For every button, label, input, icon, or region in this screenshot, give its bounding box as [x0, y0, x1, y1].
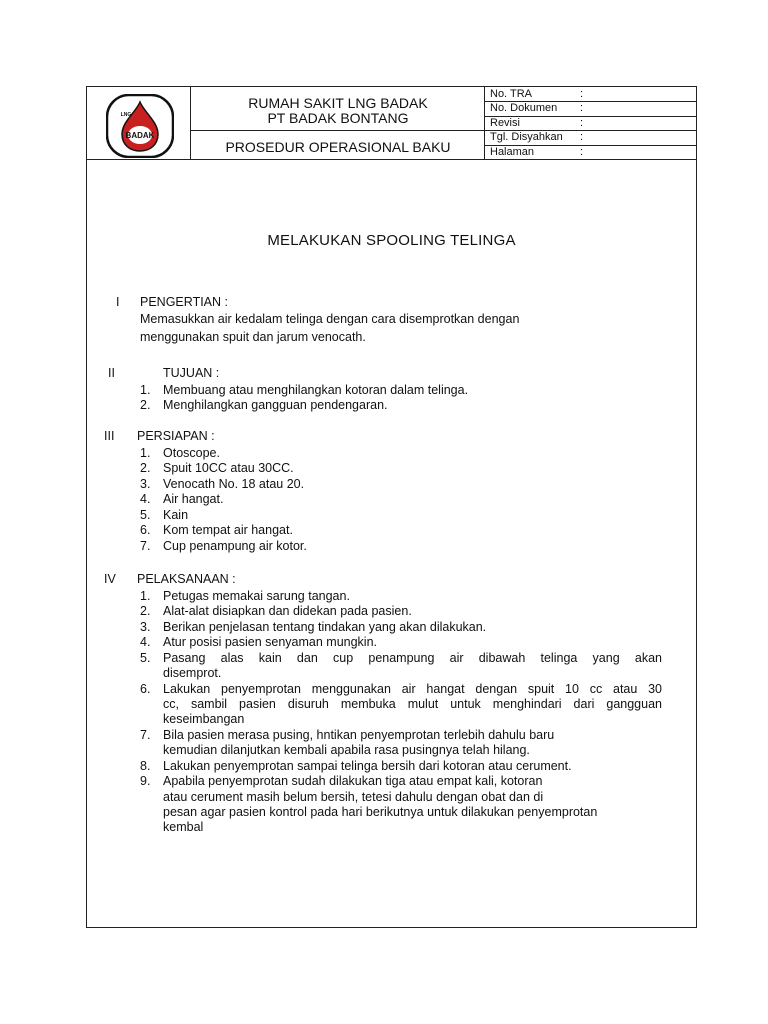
list-item-continued: cc, sambil pasien disuruh membuka mulut untuk menghindari dari gangguan: [163, 697, 662, 711]
list-item: 4. Atur posisi pasien senyaman mungkin.: [140, 635, 378, 649]
company-name: PT BADAK BONTANG: [267, 110, 409, 126]
list-item: 8. Lakukan penyemprotan sampai telinga bersih dari kotoran atau cerument.: [140, 759, 572, 773]
section-number: III: [104, 429, 115, 443]
list-item: Apabila penyemprotan sudah dilakukan tiga atau empat kali, kotoran: [163, 774, 543, 788]
meta-no-dokumen: No. Dokumen :: [490, 102, 584, 114]
section-number: IV: [104, 572, 116, 586]
company-logo: [106, 94, 174, 158]
list-item: 3. Berikan penjelasan tentang tindakan yang akan dilakukan.: [140, 620, 487, 634]
list-item: 7. Cup penampung air kotor.: [140, 539, 307, 553]
meta-no-tra: No. TRA :: [490, 88, 584, 100]
list-item: 1. Membuang atau menghilangkan kotoran dalam telinga.: [140, 383, 469, 397]
header-divider-right: [484, 86, 485, 160]
list-item: 2. Menghilangkan gangguan pendengaran.: [140, 398, 388, 412]
list-item: 1. Otoscope.: [140, 446, 220, 460]
header-divider-mid: [190, 130, 484, 131]
section-heading: TUJUAN :: [163, 366, 220, 380]
header-divider-left: [190, 86, 191, 160]
list-item-continued: kemudian dilanjutkan kembali apabila rasa pusingnya telah hilang.: [163, 743, 530, 757]
meta-revisi: Revisi :: [490, 117, 584, 129]
list-item-continued: disemprot.: [163, 666, 222, 680]
list-item: Pasang alas kain dan cup penampung air dibawah telinga yang akan: [163, 651, 662, 665]
list-item: Lakukan penyemprotan menggunakan air hangat dengan spuit 10 cc atau 30: [163, 682, 662, 696]
hospital-name: RUMAH SAKIT LNG BADAK: [248, 95, 428, 111]
list-item: 3. Venocath No. 18 atau 20.: [140, 477, 305, 491]
meta-halaman: Halaman :: [490, 146, 584, 158]
list-item-continued: pesan agar pasien kontrol pada hari berikutnya untuk dilakukan penyemprotan: [163, 805, 598, 819]
list-item-continued: keseimbangan: [163, 712, 245, 726]
list-item: 2. Spuit 10CC atau 30CC.: [140, 461, 294, 475]
list-item: 6. Kom tempat air hangat.: [140, 523, 293, 537]
list-item-number: 5.: [140, 651, 151, 665]
list-item: 4. Air hangat.: [140, 492, 224, 506]
definition-text: Memasukkan air kedalam telinga dengan cara disemprotkan dengan: [140, 312, 520, 326]
list-item-continued: kembal: [163, 820, 204, 834]
section-heading: PERSIAPAN :: [137, 429, 215, 443]
list-item: 2. Alat-alat disiapkan dan didekan pada pasien.: [140, 604, 412, 618]
definition-text: menggunakan spuit dan jarum venocath.: [140, 330, 366, 344]
header-bottom-line: [86, 159, 697, 160]
list-item: 5. Kain: [140, 508, 189, 522]
list-item-number: 6.: [140, 682, 151, 696]
section-number: I: [116, 295, 120, 309]
list-item-continued: atau cerument masih belum bersih, tetesi dahulu dengan obat dan di: [163, 790, 544, 804]
svg-text:BADAK: BADAK: [125, 131, 155, 140]
list-item-number: 7.: [140, 728, 151, 742]
svg-text:LNG: LNG: [120, 112, 132, 118]
procedure-type: PROSEDUR OPERASIONAL BAKU: [225, 139, 451, 155]
section-number: II: [108, 366, 115, 380]
section-heading: PENGERTIAN :: [140, 295, 228, 309]
document-title: MELAKUKAN SPOOLING TELINGA: [267, 232, 516, 249]
meta-tgl-disyahkan: Tgl. Disyahkan :: [490, 131, 584, 143]
list-item: 1. Petugas memakai sarung tangan.: [140, 589, 350, 603]
list-item-number: 9.: [140, 774, 151, 788]
list-item: Bila pasien merasa pusing, hntikan penyemprotan terlebih dahulu baru: [163, 728, 555, 742]
section-heading: PELAKSANAAN :: [137, 572, 236, 586]
